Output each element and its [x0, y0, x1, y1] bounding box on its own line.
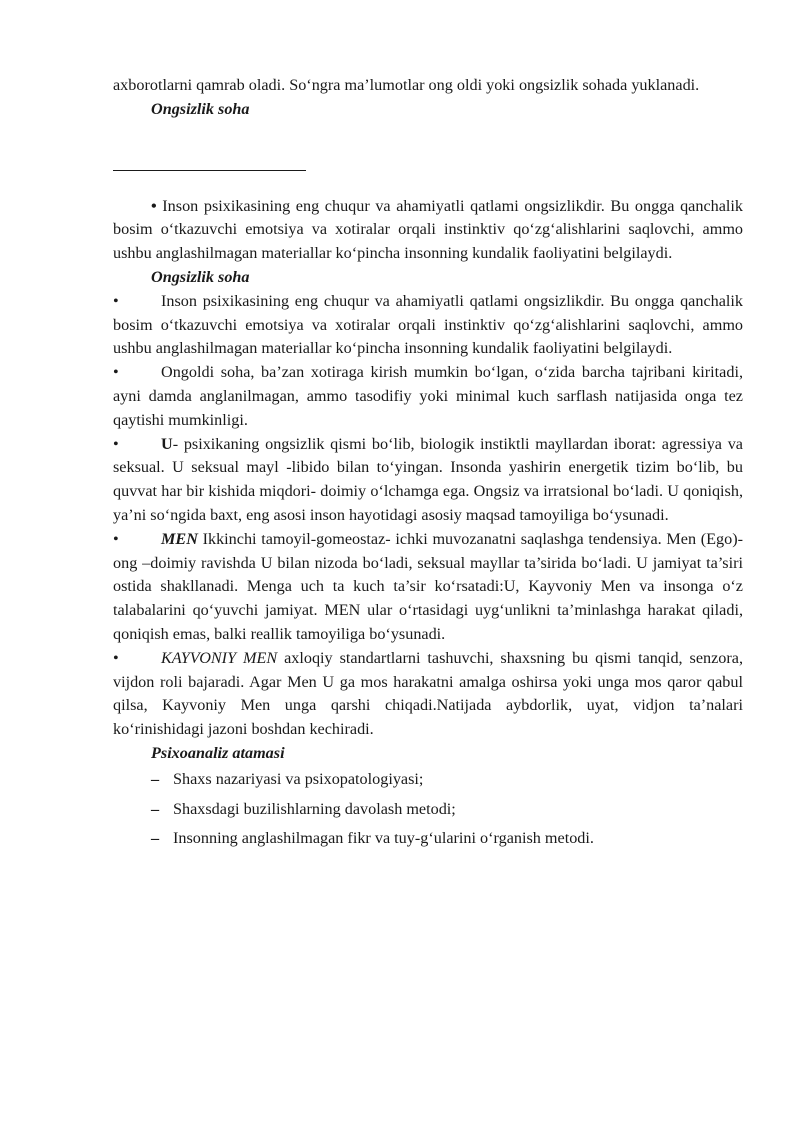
- intro-paragraph: axborotlarni qamrab oladi. So‘ngra ma’lumotlar ong oldi yoki ongsizlik sohada yuklanadi.: [113, 76, 700, 94]
- bullet-item-2: [113, 361, 743, 432]
- footnote-paragraph: [113, 195, 743, 266]
- bullet-lead-u: U: [161, 434, 173, 453]
- document-page: [113, 74, 743, 857]
- dash-list: [113, 768, 743, 851]
- list-item-text: Insonning anglashilmagan fikr va tuy-g‘ularini o‘rganish metodi.: [173, 829, 594, 848]
- bullet-text: axloqiy standartlarni tashuvchi, shaxsning bu qismi tanqid, senzora, vijdon roli bajaradi. Agar Men U ga mos harakatni amalga oshirsa yoki unga mos qaror qabul qilsa, Kayvoniy Men unga qarshi chiqadi.Natijada aybdorlik, uyat, vidjon ta’nalari ko‘rinishidagi jazoni boshdan kechiradi.: [113, 648, 743, 739]
- bullet-mark: •: [113, 363, 119, 382]
- section-heading-ongsizlik: Ongsizlik soha: [151, 99, 250, 118]
- bullet-text: Inson psixikasining eng chuqur va ahamiyatli qatlami ongsizlikdir. Bu ongga qanchalik bosim o‘tkazuvchi emotsiya va xotiralar orqali instinktiv qo‘zg‘alishlarini saqlovchi, ammo ushbu anglashilmagan materiallar ko‘pincha insonning kundalik faoliyatini belgilaydi.: [113, 291, 743, 358]
- bullet-item-5: [113, 647, 743, 742]
- section-heading-psixoanaliz: Psixoanaliz atamasi: [151, 743, 285, 762]
- bullet-item-4: [113, 528, 743, 647]
- bullet-lead-kayvoniy-men: KAYVONIY MEN: [161, 648, 278, 667]
- footnote-separator: [113, 170, 306, 171]
- list-item-text: Shaxsdagi buzilishlarning davolash metodi;: [173, 799, 456, 818]
- bullet-lead-men: MEN: [161, 529, 198, 548]
- list-item-text: Shaxs nazariyasi va psixopatologiyasi;: [173, 769, 424, 788]
- dash-mark: –: [151, 769, 160, 788]
- list-item: [151, 798, 743, 822]
- list-item: [151, 768, 743, 792]
- bullet-text: Ikkinchi tamoyil-gomeostaz- ichki muvozanatni saqlashga tendensiya. Men (Ego)-ong –doimiy ravishda U bilan nizoda bo‘ladi, seksual mayllar ta’sirida bo‘ladi. U jamiyat ta’siri ostida shakllanadi. Menga uch ta kuch ta’sir ko‘rsatadi:U, Kayvoniy Men va insonga o‘z talabalarini qo‘yuvchi jamiyat. MEN ular o‘rtasidagi uyg‘unlikni ta’minlashga harakat qiladi, qoniqish emas, balki reallik tamoyiliga bo‘ysunadi.: [113, 529, 743, 643]
- bullet-mark: •: [113, 434, 119, 453]
- bullet-mark: •: [113, 648, 119, 667]
- bullet-mark: •: [113, 291, 119, 310]
- dash-mark: –: [151, 829, 160, 848]
- bullet-mark: •: [113, 529, 119, 548]
- bullet-text: Ongoldi soha, ba’zan xotiraga kirish mumkin bo‘lgan, o‘zida barcha tajribani kiritadi, ayni damda anglanilmagan, ammo tasodifiy yoki minimal kuch sarflash natijasida onga tez qaytishi mumkinligi.: [113, 363, 743, 429]
- bullet-item-1: [113, 290, 743, 361]
- footnote-bullet: •: [151, 196, 157, 215]
- footnote-text: Inson psixikasining eng chuqur va ahamiyatli qatlami ongsizlikdir. Bu ongga qanchalik bosim o‘tkazuvchi emotsiya va xotiralar orqali instinktiv qo‘zg‘alishlarini saqlovchi, ammo ushbu anglashilmagan materiallar ko‘pincha insonning kundalik faoliyatini belgilaydi.: [113, 196, 743, 263]
- section-heading-ongsizlik-2: Ongsizlik soha: [151, 267, 250, 286]
- list-item: [151, 827, 743, 851]
- bullet-item-3: [113, 433, 743, 528]
- bullet-text: - psixikaning ongsizlik qismi bo‘lib, biologik instiktli mayllardan iborat: agressiya va seksual. U seksual mayl -libido bilan to‘yingan. Insonda yashirin energetik tizim bo‘lib, bu quvvat har bir kishida miqdori- doimiy o‘lchamga ega. Ongsiz va irratsional bo‘ladi. U qoniqish, ya’ni so‘ngida baxt, eng asosi inson hayotidagi asosiy maqsad tamoyiliga bo‘ysunadi.: [113, 434, 743, 524]
- dash-mark: –: [151, 799, 160, 818]
